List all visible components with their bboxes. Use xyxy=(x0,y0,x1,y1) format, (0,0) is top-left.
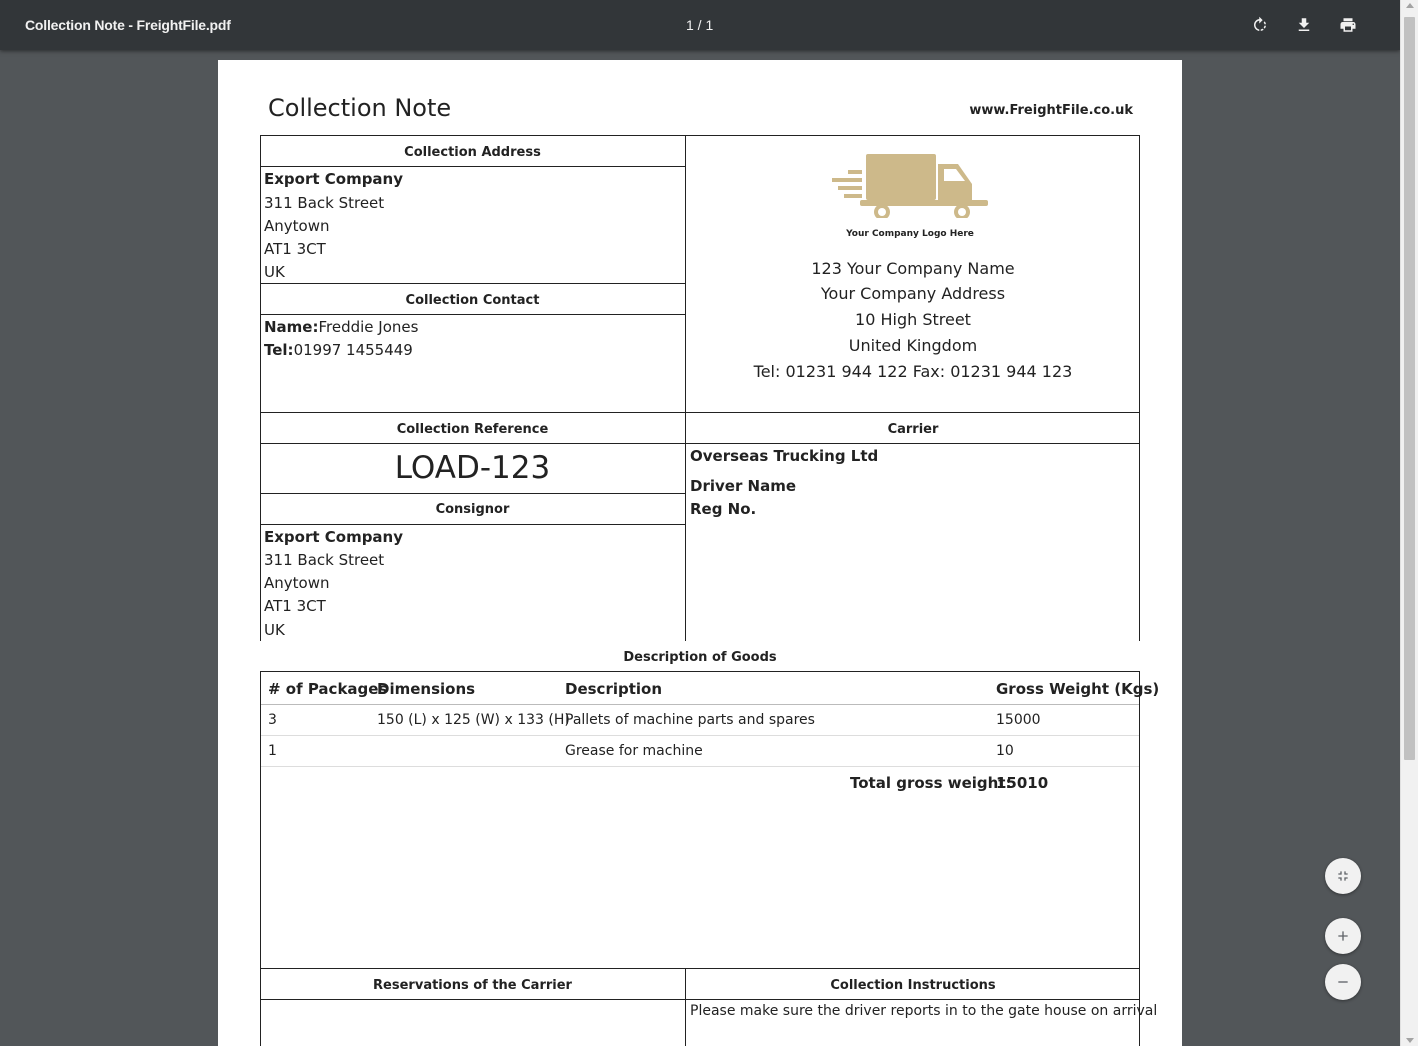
logo-caption: Your Company Logo Here xyxy=(846,229,974,239)
collection-address-heading: Collection Address xyxy=(404,145,541,160)
divider xyxy=(261,704,1139,705)
contact-name-label: Name: xyxy=(264,318,319,336)
goods-col-weight: Gross Weight (Kgs) xyxy=(996,680,1160,698)
scroll-up-arrow-icon[interactable] xyxy=(1406,3,1414,8)
total-weight-value: 15010 xyxy=(996,774,1049,792)
company-line: 123 Your Company Name xyxy=(811,259,1015,278)
divider xyxy=(260,493,685,494)
contact-tel xyxy=(264,341,413,359)
rotate-icon xyxy=(1251,16,1269,34)
consignor-line: AT1 3CT xyxy=(264,597,326,615)
total-weight-label: Total gross weight: xyxy=(850,774,1012,792)
center-divider xyxy=(685,135,686,641)
goods-col-dimensions: Dimensions xyxy=(377,680,476,698)
consignor-line: Anytown xyxy=(264,574,330,592)
pdf-toolbar xyxy=(0,0,1400,50)
divider xyxy=(260,443,1140,444)
goods-cell: 150 (L) x 125 (W) x 133 (H) xyxy=(377,712,570,728)
reservations-heading: Reservations of the Carrier xyxy=(373,978,572,993)
company-line: United Kingdom xyxy=(848,336,978,355)
goods-cell: 10 xyxy=(996,743,1014,759)
page-indicator: 1 / 1 xyxy=(686,17,714,33)
contact-tel-label: Tel: xyxy=(264,341,294,359)
contact-name-value: Freddie Jones xyxy=(318,318,419,336)
download-icon xyxy=(1295,16,1313,34)
collection-address-line: AT1 3CT xyxy=(264,240,326,258)
download-button[interactable] xyxy=(1292,13,1316,37)
scrollbar-thumb[interactable] xyxy=(1404,17,1415,760)
pdf-page xyxy=(218,60,1182,1046)
rotate-button[interactable] xyxy=(1248,13,1272,37)
print-button[interactable] xyxy=(1336,13,1360,37)
company-url: www.FreightFile.co.uk xyxy=(969,103,1133,118)
goods-cell: 15000 xyxy=(996,712,1041,728)
divider xyxy=(260,166,685,167)
driver-name-label: Driver Name xyxy=(690,477,797,495)
document-title: Collection Note - FreightFile.pdf xyxy=(25,17,231,33)
collection-address-company: Export Company xyxy=(264,170,404,188)
goods-cell: 3 xyxy=(268,712,277,728)
zoom-in-button[interactable] xyxy=(1325,918,1361,954)
print-icon xyxy=(1339,16,1357,34)
consignor-company: Export Company xyxy=(264,528,404,546)
divider xyxy=(260,314,685,315)
zoom-in-icon xyxy=(1335,928,1351,944)
divider xyxy=(260,999,1140,1000)
scroll-down-arrow-icon[interactable] xyxy=(1406,1038,1414,1043)
contact-name xyxy=(264,318,418,336)
carrier-heading: Carrier xyxy=(887,422,939,437)
truck-logo-icon xyxy=(830,152,990,218)
divider xyxy=(261,766,1139,767)
company-line: 10 High Street xyxy=(855,310,971,329)
consignor-line: 311 Back Street xyxy=(264,551,385,569)
goods-cell: 1 xyxy=(268,743,277,759)
zoom-out-button[interactable] xyxy=(1325,964,1361,1000)
company-line: Your Company Address xyxy=(820,284,1006,303)
fit-to-page-icon xyxy=(1335,868,1351,884)
consignor-heading: Consignor xyxy=(435,502,510,517)
zoom-out-icon xyxy=(1335,974,1351,990)
divider xyxy=(260,283,685,284)
company-line: Tel: 01231 944 122 Fax: 01231 944 123 xyxy=(753,362,1073,381)
goods-heading: Description of Goods xyxy=(623,650,777,665)
divider xyxy=(260,412,1140,413)
collection-address-line: UK xyxy=(264,263,285,281)
goods-col-packages: # of Packages xyxy=(268,680,388,698)
divider xyxy=(261,735,1139,736)
instructions-heading: Collection Instructions xyxy=(830,978,996,993)
fit-to-page-button[interactable] xyxy=(1325,858,1361,894)
collection-reference-heading: Collection Reference xyxy=(396,422,549,437)
reg-no-label: Reg No. xyxy=(690,500,757,518)
carrier-name: Overseas Trucking Ltd xyxy=(690,447,879,465)
divider xyxy=(260,524,685,525)
goods-cell: Grease for machine xyxy=(565,743,703,759)
goods-col-description: Description xyxy=(565,680,663,698)
consignor-line: UK xyxy=(264,621,285,639)
page-title: Collection Note xyxy=(268,94,452,122)
instructions-text: Please make sure the driver reports in to the gate house on arrival xyxy=(690,1003,1158,1019)
contact-tel-value: 01997 1455449 xyxy=(293,341,413,359)
collection-address-line: 311 Back Street xyxy=(264,194,385,212)
header-frame xyxy=(260,135,1140,641)
vertical-scrollbar[interactable] xyxy=(1400,0,1418,1046)
collection-address-line: Anytown xyxy=(264,217,330,235)
collection-contact-heading: Collection Contact xyxy=(405,293,540,308)
collection-reference-value: LOAD-123 xyxy=(394,450,551,486)
goods-cell: Pallets of machine parts and spares xyxy=(565,712,815,728)
